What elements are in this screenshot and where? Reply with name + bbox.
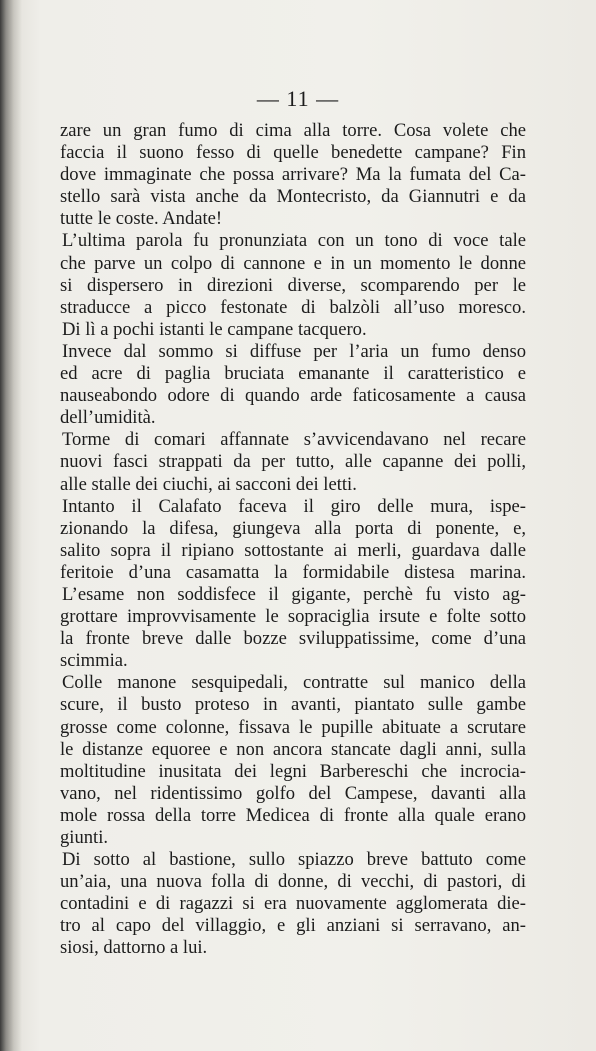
- text-line: ed acre di paglia bruciata emanante il caratteristico e: [60, 363, 526, 385]
- text-line: Intanto il Calafato faceva il giro delle mura, ispe-: [62, 495, 526, 517]
- text-line: zare un gran fumo di cima alla torre. Cosa volete che: [60, 120, 526, 141]
- text-line: L’ultima parola fu pronunziata con un tono di voce tale: [62, 230, 526, 252]
- text-line: Invece dal sommo si diffuse per l’aria un fumo denso: [62, 340, 526, 362]
- text-line: scure, il busto proteso in avanti, piantato sulle gambe: [60, 694, 526, 716]
- text-line: feritoie d’una casamatta la formidabile distesa marina.: [60, 561, 526, 583]
- text-line: grosse come colonne, fissava le pupille abituate a scrutare: [60, 716, 526, 738]
- text-line: zionando la difesa, giungeva alla porta di ponente, e,: [60, 517, 526, 539]
- text-line: le distanze equoree e non ancora stancate dagli anni, sulla: [60, 738, 526, 760]
- text-line: giunti.: [60, 827, 109, 848]
- text-line: Di lì a pochi istanti le campane tacquero.: [62, 318, 367, 340]
- body-text: [60, 120, 526, 960]
- text-line: scimmia.: [60, 650, 128, 672]
- book-spine-shadow: [0, 0, 22, 1051]
- text-line: la fronte breve dalle bozze sviluppatissime, come d’una: [60, 628, 526, 650]
- text-line: Torme di comari affannate s’avvicendavano nel recare: [62, 429, 526, 451]
- text-line: moltitudine inusitata dei legni Barbereschi che incrocia-: [60, 760, 526, 782]
- text-line: faccia il suono fesso di quelle benedette campane? Fin: [60, 142, 526, 164]
- text-line: straducce a picco festonate di balzòli all’uso moresco.: [60, 296, 526, 318]
- text-line: tutte le coste. Andate!: [60, 208, 223, 230]
- text-line: tro al capo del villaggio, e gli anziani si serravano, an-: [60, 915, 526, 937]
- text-line: dove immaginate che possa arrivare? Ma la fumata del Ca-: [60, 164, 526, 186]
- page-number: — 11 —: [256, 86, 340, 111]
- text-line: un’aia, una nuova folla di donne, di vecchi, di pastori, di: [60, 871, 526, 893]
- text-line: alle stalle dei ciuchi, ai sacconi dei letti.: [60, 473, 357, 495]
- text-line: Colle manone sesquipedali, contratte sul manico della: [62, 672, 526, 694]
- text-line: siosi, dattorno a lui.: [60, 937, 208, 959]
- text-line: contadini e di ragazzi si era nuovamente agglomerata die-: [60, 893, 526, 915]
- text-line: che parve un colpo di cannone e in un momento le donne: [60, 252, 526, 274]
- text-line: si dispersero in direzioni diverse, scomparendo per le: [60, 274, 526, 296]
- text-line: Di sotto al bastione, sullo spiazzo breve battuto come: [62, 849, 526, 871]
- text-line: nuovi fasci strappati da per tutto, alle capanne dei polli,: [60, 451, 526, 473]
- text-line: nauseabondo odore di quando arde faticosamente a causa: [60, 385, 526, 407]
- text-line: stello sarà vista anche da Montecristo, da Giannutri e da: [60, 186, 526, 208]
- text-line: salito sopra il ripiano sottostante ai merli, guardava dalle: [60, 539, 526, 561]
- text-line: vano, nel ridentissimo golfo del Campese, davanti alla: [60, 782, 526, 804]
- text-line: grottare improvvisamente le sopraciglia irsute e folte sotto: [60, 606, 526, 628]
- text-line: L’esame non soddisfece il gigante, perchè fu visto ag-: [62, 583, 526, 605]
- text-line: dell’umidità.: [60, 407, 156, 429]
- text-line: mole rossa della torre Medicea di fronte alla quale erano: [60, 804, 526, 826]
